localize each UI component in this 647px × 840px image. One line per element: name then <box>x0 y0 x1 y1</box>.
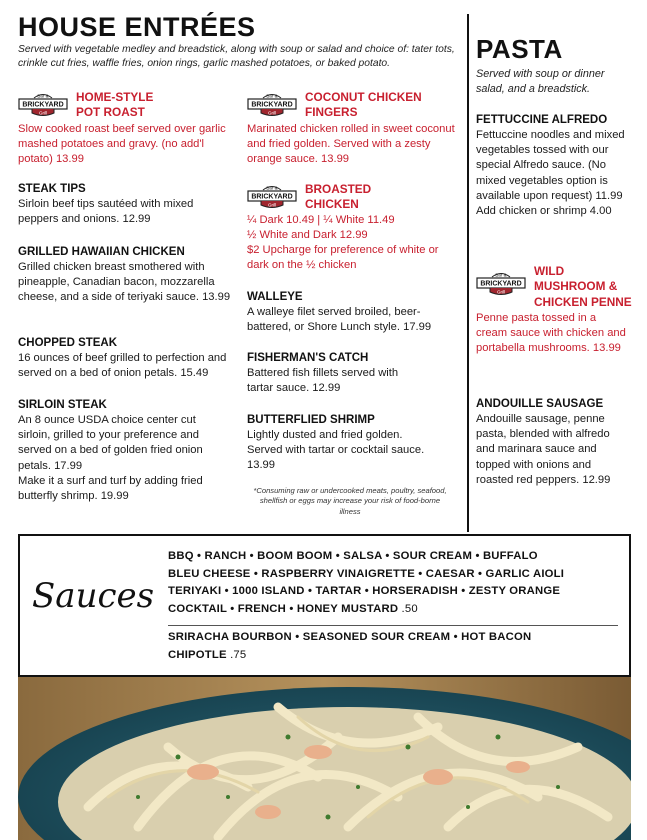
menu-item-hawaiian-chicken <box>18 245 233 306</box>
menu-item-pot-roast <box>18 90 233 167</box>
svg-text:BRICKYARD: BRICKYARD <box>251 101 293 109</box>
item-name: CHOPPED STEAK <box>18 337 118 349</box>
sauces-list-standard <box>168 548 564 618</box>
svg-text:BRICKYARD: BRICKYARD <box>22 101 64 109</box>
svg-text:Grill: Grill <box>497 289 505 295</box>
item-desc: 16 ounces of beef grilled to perfection and served on a bed of onion petals. 15.49 <box>18 351 227 380</box>
item-desc: Grilled chicken breast smothered with pineapple, Canadian bacon, mozzarella cheese, and a side of teriyaki sauce. 13.99 <box>18 260 231 304</box>
sauces-line: CHIPOTLE <box>168 648 227 661</box>
svg-text:Bar &: Bar & <box>266 185 278 191</box>
item-name: HOME-STYLE POT ROAST <box>76 90 154 120</box>
item-desc: Battered fish fillets served with tartar sauce. 12.99 <box>247 366 399 395</box>
pasta-title: PASTA <box>476 34 563 64</box>
item-desc: Fettuccine noodles and mixed vegetables tossed with our special Alfredo sauce. (No mixed vegetables option is available upon request) 11.99 <box>476 128 625 202</box>
pasta-dish-photo <box>18 677 631 840</box>
item-name: COCONUT CHICKEN FINGERS <box>305 90 422 120</box>
item-desc-addon: Make it a surf and turf by adding fried butterfly shrimp. 19.99 <box>18 474 203 503</box>
sauces-line-last <box>168 647 531 665</box>
item-price-line: ¼ Dark 10.49 | ¼ White 11.49 <box>247 213 395 226</box>
column-divider <box>467 14 469 532</box>
item-name: FETTUCCINE ALFREDO <box>476 114 608 126</box>
item-desc-addon: Add chicken or shrimp 4.00 <box>476 205 612 218</box>
house-entrees-header <box>18 12 463 71</box>
item-name: WALLEYE <box>247 291 303 303</box>
item-price-line: $2 Upcharge for preference of white or dark on the ½ chicken <box>247 244 439 272</box>
item-desc: Sirloin beef tips sautéed with mixed peppers and onions. 12.99 <box>18 197 194 226</box>
menu-item-chopped-steak <box>18 336 238 381</box>
menu-item-steak-tips <box>18 182 233 227</box>
item-name: ANDOUILLE SAUSAGE <box>476 398 604 410</box>
brickyard-logo-icon <box>247 183 297 210</box>
item-desc: An 8 ounce USDA choice center cut sirloin, grilled to your preference and served on a bed of golden fried onion petals. 17.99 <box>18 413 203 472</box>
menu-item-fettuccine-alfredo <box>476 113 634 219</box>
sauces-line: BBQ • RANCH • BOOM BOOM • SALSA • SOUR CREAM • BUFFALO <box>168 550 538 562</box>
svg-text:Bar &: Bar & <box>495 272 507 278</box>
item-name: FISHERMAN'S CATCH <box>247 352 369 364</box>
item-price-line: ½ White and Dark 12.99 <box>247 228 368 241</box>
house-entrees-title: HOUSE ENTRÉES <box>18 12 256 42</box>
brickyard-logo-icon <box>18 91 68 118</box>
pasta-dish-illustration <box>18 677 631 840</box>
item-desc: Slow cooked roast beef served over garlic mashed potatoes and gravy. (no add'l potato) 13.99 <box>18 122 226 166</box>
menu-item-butterflied-shrimp <box>247 413 457 474</box>
item-name: BROASTED CHICKEN <box>305 182 372 212</box>
sauces-line-last <box>168 601 564 619</box>
sauces-line: COCKTAIL • FRENCH • HONEY MUSTARD <box>168 602 399 615</box>
food-safety-note: *Consuming raw or undercooked meats, poultry, seafood, shellfish or eggs may increase your risk of food-borne illness <box>253 486 447 516</box>
svg-text:BRICKYARD: BRICKYARD <box>480 280 522 288</box>
pasta-intro: Served with soup or dinner salad, and a breadstick. <box>476 68 605 95</box>
sauces-line: TERIYAKI • 1000 ISLAND • TARTAR • HORSERADISH • ZESTY ORANGE <box>168 585 561 597</box>
menu-item-fishermans-catch <box>247 351 457 396</box>
svg-text:Grill: Grill <box>268 110 276 116</box>
item-desc: Andouille sausage, penne pasta, blended with alfredo and marinara sauce and topped with onions and roasted red peppers. 12.99 <box>476 412 611 486</box>
item-name: SIRLOIN STEAK <box>18 399 107 411</box>
svg-text:Bar &: Bar & <box>266 93 278 99</box>
brickyard-logo-icon <box>247 91 297 118</box>
menu-item-andouille-sausage <box>476 397 636 488</box>
item-desc: Lightly dusted and fried golden. Served with tartar or cocktail sauce. 13.99 <box>247 428 425 472</box>
item-desc: Marinated chicken rolled in sweet coconut and fried golden. Served with a zesty orange sauce. 13.99 <box>247 122 455 166</box>
sauces-box <box>18 534 631 677</box>
item-desc: A walleye filet served broiled, beer-battered, or Shore Lunch style. 17.99 <box>247 305 432 334</box>
menu-item-broasted-chicken <box>247 182 457 274</box>
menu-item-wild-mushroom-penne <box>476 264 636 357</box>
item-name: STEAK TIPS <box>18 183 86 195</box>
item-name: GRILLED HAWAIIAN CHICKEN <box>18 246 185 258</box>
svg-text:BRICKYARD: BRICKYARD <box>251 193 293 201</box>
item-desc: Penne pasta tossed in a cream sauce with chicken and portabella mushrooms. 13.99 <box>476 311 626 355</box>
sauces-line: BLEU CHEESE • RASPBERRY VINAIGRETTE • CAESAR • GARLIC AIOLI <box>168 567 565 580</box>
sauces-line: SRIRACHA BOURBON • SEASONED SOUR CREAM • HOT BACON <box>168 631 532 643</box>
svg-text:Grill: Grill <box>268 202 276 208</box>
svg-text:Bar &: Bar & <box>37 93 49 99</box>
item-name: WILD MUSHROOM & CHICKEN PENNE <box>534 264 632 309</box>
sauces-list-premium <box>168 629 531 664</box>
sauces-price: .50 <box>401 602 418 615</box>
sauces-divider <box>168 625 618 626</box>
item-name: BUTTERFLIED SHRIMP <box>247 414 375 426</box>
brickyard-logo-icon <box>476 270 526 297</box>
menu-item-sirloin-steak <box>18 398 228 504</box>
menu-item-walleye <box>247 290 457 335</box>
svg-text:Grill: Grill <box>39 110 47 116</box>
menu-item-coconut-chicken <box>247 90 457 167</box>
sauces-title: Sauces <box>32 576 155 616</box>
sauces-price: .75 <box>230 648 247 661</box>
house-entrees-intro: Served with vegetable medley and breadstick, along with soup or salad and choice of: tater tots, crinkle cut fries, waffle fries, onion rings, garlic mashed potatoes, or baked potato. <box>18 44 455 69</box>
pasta-header <box>476 34 636 96</box>
